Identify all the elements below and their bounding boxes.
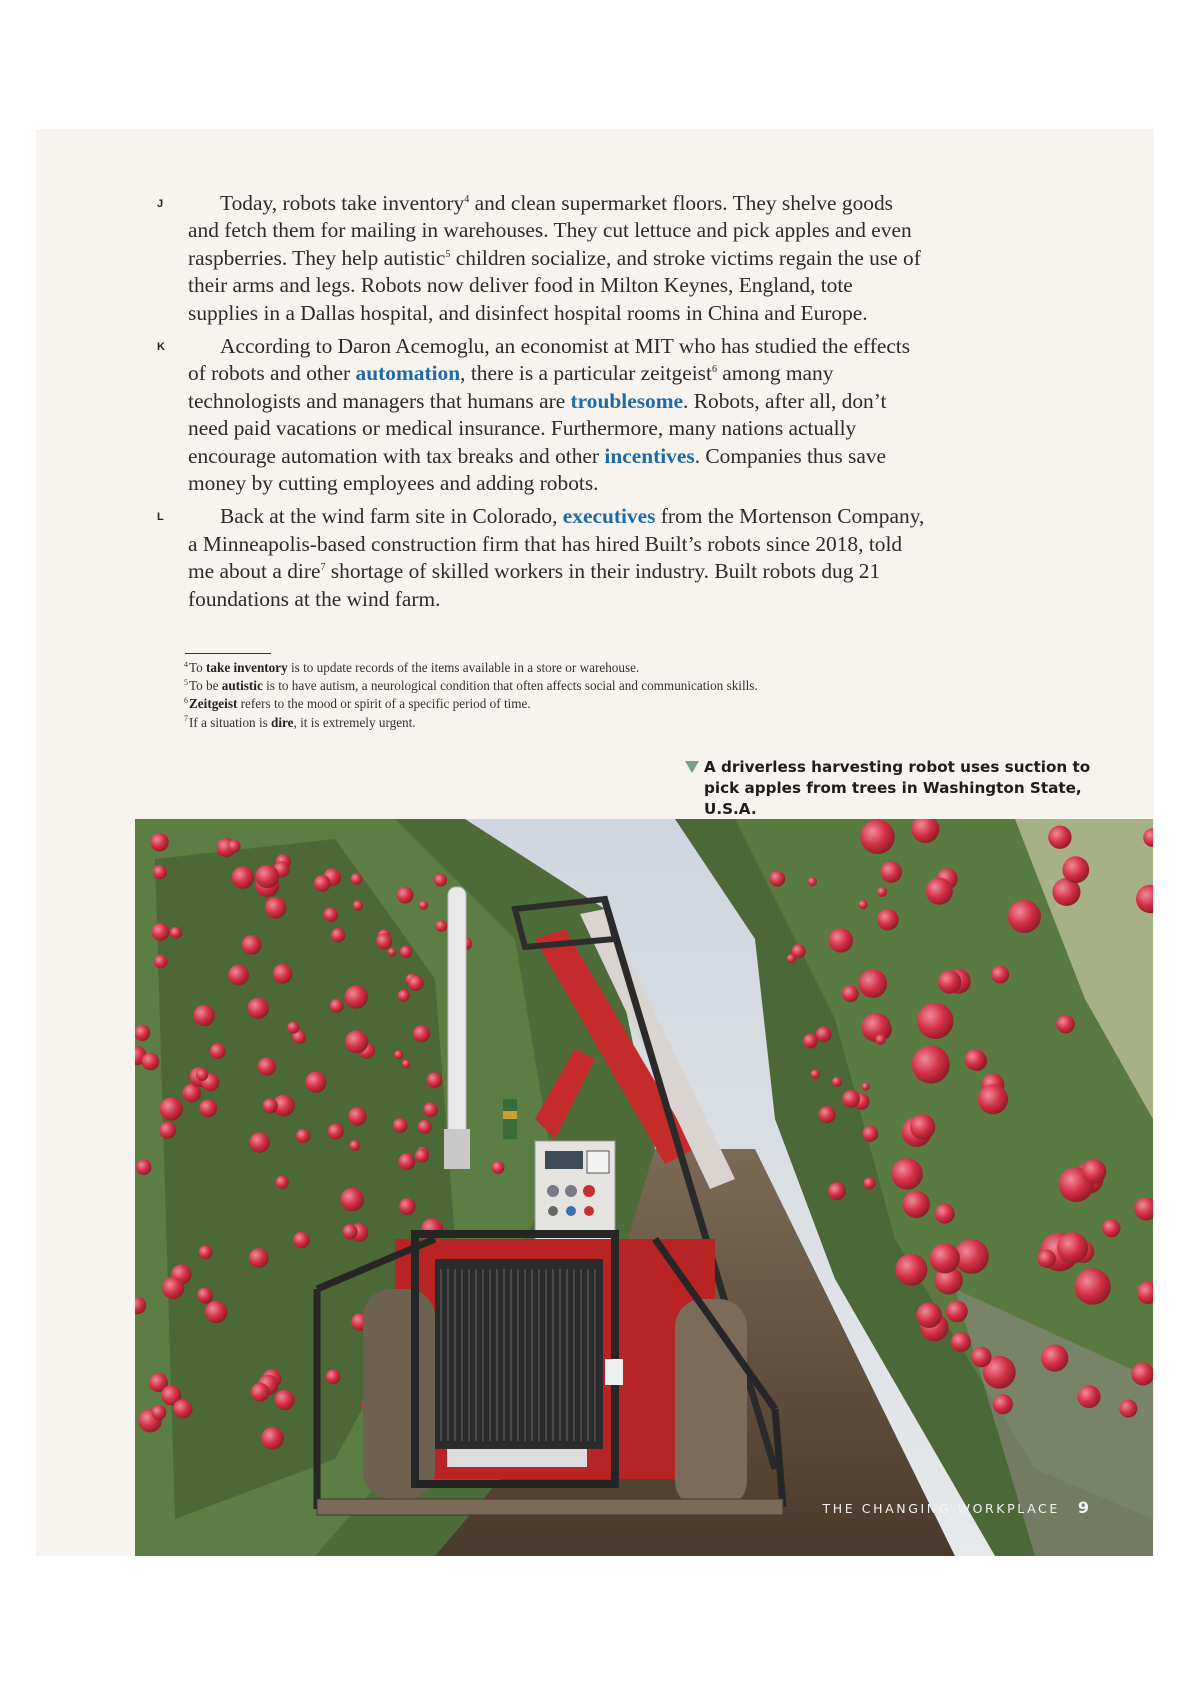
apple	[326, 1369, 341, 1384]
vocab-term[interactable]: executives	[562, 504, 656, 529]
apple	[228, 840, 241, 853]
triangle-down-icon	[685, 761, 699, 773]
footnote-4	[184, 659, 944, 677]
footnote-number: 6	[184, 696, 188, 706]
footnote-text: is to update records of the items available in a store or warehouse.	[287, 660, 640, 675]
apple	[1038, 1250, 1056, 1268]
footnote-ref[interactable]: 6	[711, 364, 717, 376]
apple	[769, 871, 785, 887]
apple	[792, 944, 806, 958]
apple	[173, 1399, 192, 1418]
apple	[275, 1390, 295, 1410]
apple	[828, 1182, 846, 1200]
footnote-term: dire	[271, 714, 294, 730]
apple	[819, 1106, 836, 1123]
apple	[293, 1232, 310, 1249]
apple	[1048, 826, 1071, 849]
apple	[951, 1332, 971, 1352]
footnote-term: take inventory	[206, 660, 288, 675]
apple	[862, 1126, 878, 1142]
apple	[397, 887, 414, 904]
apple	[353, 900, 363, 910]
section-title: THE CHANGING WORKPLACE	[822, 1501, 1060, 1516]
apple	[228, 965, 249, 986]
paragraph-marker: J	[157, 198, 164, 210]
apple	[1102, 1219, 1120, 1237]
apple	[152, 1405, 167, 1420]
apple	[393, 1118, 408, 1133]
footnote-number: 5	[184, 677, 188, 687]
apple	[991, 966, 1009, 984]
page-footer	[823, 1498, 1090, 1517]
footnote-6	[184, 695, 944, 713]
footnote-7	[184, 714, 944, 732]
apple	[829, 928, 853, 952]
body-text: from the Mortenson Company, a Minneapolis-based construction firm that has hired Built’s robots since 2018, told me about a dire	[188, 504, 925, 584]
apple	[971, 1347, 991, 1367]
photo-caption	[684, 757, 1124, 820]
apple	[1119, 1400, 1137, 1418]
apple	[946, 1301, 968, 1323]
apple	[917, 1003, 953, 1039]
paragraph-marker: L	[157, 511, 164, 524]
footnote-ref[interactable]: 4	[464, 193, 470, 205]
apple	[351, 873, 363, 885]
apple	[136, 1160, 151, 1175]
apple	[877, 909, 899, 931]
apple	[160, 1097, 183, 1120]
body-text: and clean supermarket floors. They shelve goods and fetch them for mailing in warehouses. They cut lettuce and pick apples and even raspberries. They help autistic	[188, 191, 912, 270]
body-text: Back at the wind farm site in Colorado,	[220, 504, 563, 529]
footnote-number: 7	[184, 714, 188, 724]
apple	[287, 1021, 299, 1033]
apple	[803, 1034, 818, 1049]
paragraph-j	[157, 190, 928, 327]
paragraph-l	[157, 503, 928, 613]
footnotes	[184, 659, 944, 732]
apple	[159, 1122, 176, 1139]
footnote-text: To be	[189, 678, 222, 694]
apple	[860, 820, 894, 854]
footnote-number: 4	[184, 659, 188, 669]
apple	[1057, 1232, 1088, 1263]
apple	[400, 946, 412, 958]
apple	[210, 1043, 226, 1059]
apple	[832, 1077, 842, 1087]
apple	[811, 1069, 820, 1078]
apple	[150, 833, 168, 851]
apple	[863, 1177, 875, 1189]
apple	[1062, 856, 1089, 883]
vocab-term[interactable]: automation	[355, 361, 461, 386]
apple	[910, 1114, 935, 1139]
body-text: children socialize, and stroke victims regain the use of their arms and legs. Robots now deliver food in Milton Keynes, England, tote supplies in a Dallas hospital, and disinfect hospital rooms in China and Europe.	[188, 245, 921, 325]
apple	[153, 865, 167, 879]
apple	[170, 927, 182, 939]
apple	[926, 878, 953, 905]
footnote-text: If a situation is	[189, 714, 272, 730]
footnote-term: autistic	[221, 678, 263, 694]
apple	[345, 1030, 368, 1053]
paragraph-k	[157, 333, 928, 497]
paragraph-marker: K	[157, 341, 165, 354]
orchard-scene	[135, 819, 1153, 1556]
apple	[398, 990, 410, 1002]
apple	[399, 1198, 416, 1215]
harvesting-robot-photo	[135, 819, 1153, 1556]
apple	[877, 887, 887, 897]
apple	[916, 1302, 942, 1328]
apple	[842, 985, 859, 1002]
apple	[249, 1248, 269, 1268]
apple	[413, 1025, 430, 1042]
apple	[199, 1099, 217, 1117]
apple	[345, 985, 368, 1008]
apple	[423, 1102, 438, 1117]
body-text: among many technologists and managers that humans are	[188, 361, 834, 413]
apple	[408, 975, 424, 991]
apple	[394, 1050, 403, 1059]
footnote-text: refers to the mood or spirit of a specific period of time.	[237, 696, 531, 712]
article-body	[157, 190, 928, 619]
apple	[891, 1158, 922, 1189]
page-number: 9	[1077, 1498, 1089, 1517]
apple	[349, 1140, 360, 1151]
apple	[903, 1191, 930, 1218]
apple	[895, 1254, 927, 1286]
textbook-page	[36, 129, 1154, 1556]
footnote-divider	[185, 653, 271, 654]
apple	[331, 928, 345, 942]
apple	[205, 1301, 227, 1323]
apple	[348, 1107, 367, 1126]
apple	[242, 935, 262, 955]
apple	[930, 1243, 960, 1273]
apple	[419, 901, 428, 910]
apple	[305, 1072, 326, 1093]
apple	[1078, 1385, 1101, 1408]
apple	[193, 1005, 214, 1026]
body-text: shortage of skilled workers in their industry. Built robots dug 21 foundations at the wind farm.	[188, 559, 881, 611]
apple	[436, 920, 448, 932]
footnote-ref[interactable]: 7	[320, 562, 326, 574]
apple	[162, 1277, 184, 1299]
apple	[152, 923, 170, 941]
apple	[415, 1149, 429, 1163]
apple	[875, 1034, 885, 1044]
apple	[263, 1098, 278, 1113]
footnote-text: , it is extremely urgent.	[293, 714, 416, 730]
apple	[965, 1049, 986, 1070]
apple	[492, 1161, 505, 1174]
body-text: , there is a particular zeitgeist	[460, 361, 712, 386]
apple	[935, 1204, 955, 1224]
footnote-text: is to have autism, a neurological condition that often affects social and communication skills.	[262, 678, 758, 694]
apple	[816, 1027, 832, 1043]
apple	[251, 1383, 270, 1402]
apple	[261, 1427, 284, 1450]
apple	[142, 1053, 160, 1071]
apple	[1074, 1268, 1110, 1304]
body-text: . Companies thus save money by cutting employees and adding robots.	[188, 443, 887, 496]
caption-text: A driverless harvesting robot uses suction to pick apples from trees in Washington State, U.S.A.	[704, 758, 1091, 818]
footnote-term: Zeitgeist	[189, 696, 238, 712]
apple	[1056, 1015, 1075, 1034]
apple	[328, 1124, 344, 1140]
apple	[880, 861, 902, 883]
body-text: Today, robots take inventory	[220, 191, 465, 215]
apple	[376, 933, 392, 949]
apple	[199, 1245, 213, 1259]
body-text: . Robots, after all, don’t need paid vacations or medical insurance. Furthermore, many nations actually encourage automation with tax breaks and other	[188, 388, 887, 468]
apple	[340, 1188, 364, 1212]
apple	[330, 999, 344, 1013]
apple	[258, 1057, 276, 1075]
apple	[938, 970, 961, 993]
apple	[197, 1287, 213, 1303]
apple	[296, 1129, 310, 1143]
footnote-text: To	[189, 660, 207, 675]
apple	[418, 1120, 432, 1134]
vocab-term[interactable]: troublesome	[570, 388, 684, 413]
apple	[398, 1153, 415, 1170]
apple	[248, 998, 269, 1019]
apple	[265, 897, 287, 919]
apple	[388, 948, 396, 956]
apple	[275, 1176, 288, 1189]
apple	[1008, 900, 1041, 933]
apple	[842, 1090, 860, 1108]
apple	[1082, 1159, 1106, 1183]
apple	[402, 1059, 411, 1068]
apple	[912, 1046, 950, 1084]
apple	[273, 964, 293, 984]
footnote-ref[interactable]: 5	[445, 248, 451, 260]
vocab-term[interactable]: incentives	[604, 443, 695, 468]
apple	[343, 1224, 358, 1239]
apple	[232, 866, 255, 889]
apple	[434, 874, 447, 887]
apple	[862, 1083, 870, 1091]
apple	[993, 1394, 1013, 1414]
apple	[154, 955, 168, 969]
apple	[978, 1084, 1008, 1114]
footnote-5	[184, 677, 944, 695]
apple	[859, 970, 887, 998]
apple	[858, 900, 867, 909]
apple	[427, 1072, 443, 1088]
apple	[808, 877, 817, 886]
body-text: According to Daron Acemoglu, an economist at MIT who has studied the effects of robots and other	[188, 334, 911, 386]
apple	[1041, 1345, 1068, 1372]
apple	[324, 907, 339, 922]
apple	[314, 875, 331, 892]
apple	[196, 1069, 208, 1081]
apple	[255, 865, 279, 889]
apple	[250, 1132, 270, 1152]
